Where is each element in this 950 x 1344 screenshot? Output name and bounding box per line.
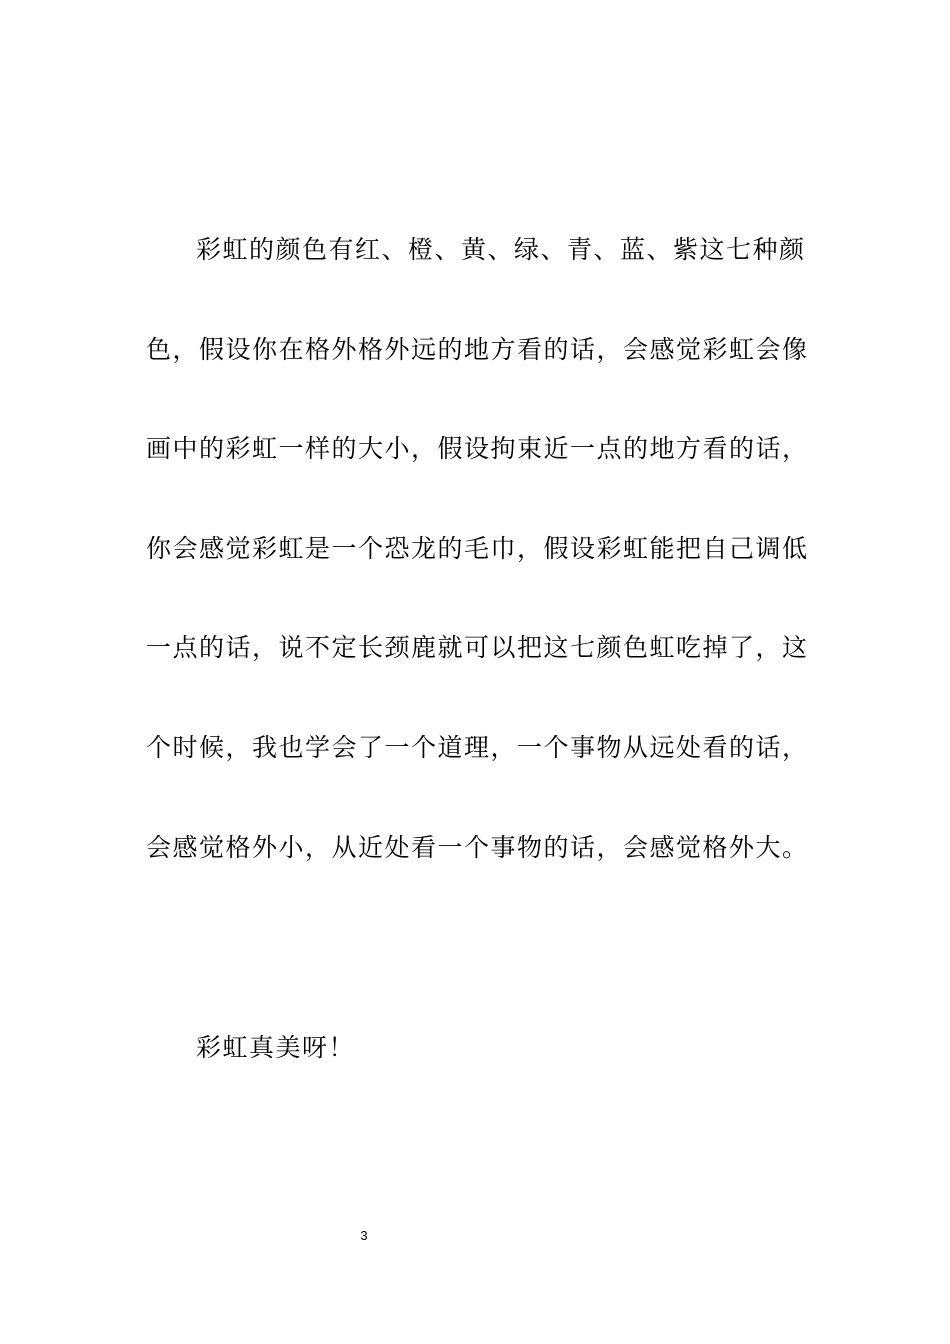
paragraph-line: 画中的彩虹一样的大小，假设拘束近一点的地方看的话，	[146, 434, 809, 463]
paragraph-line: 你会感觉彩虹是一个恐龙的毛巾，假设彩虹能把自己调低	[146, 534, 809, 563]
page-number: 3	[360, 1228, 368, 1243]
paragraph-closing: 彩虹真美呀！	[196, 1033, 356, 1062]
paragraph-line: 彩虹的颜色有红、橙、黄、绿、青、蓝、紫这七种颜	[196, 235, 806, 264]
paragraph-line: 会感觉格外小，从近处看一个事物的话，会感觉格外大。	[146, 833, 809, 862]
paragraph-line: 色，假设你在格外格外远的地方看的话，会感觉彩虹会像	[146, 335, 809, 364]
paragraph-line: 个时候，我也学会了一个道理，一个事物从远处看的话，	[146, 733, 809, 762]
paragraph-line: 一点的话，说不定长颈鹿就可以把这七颜色虹吃掉了，这	[146, 633, 809, 662]
